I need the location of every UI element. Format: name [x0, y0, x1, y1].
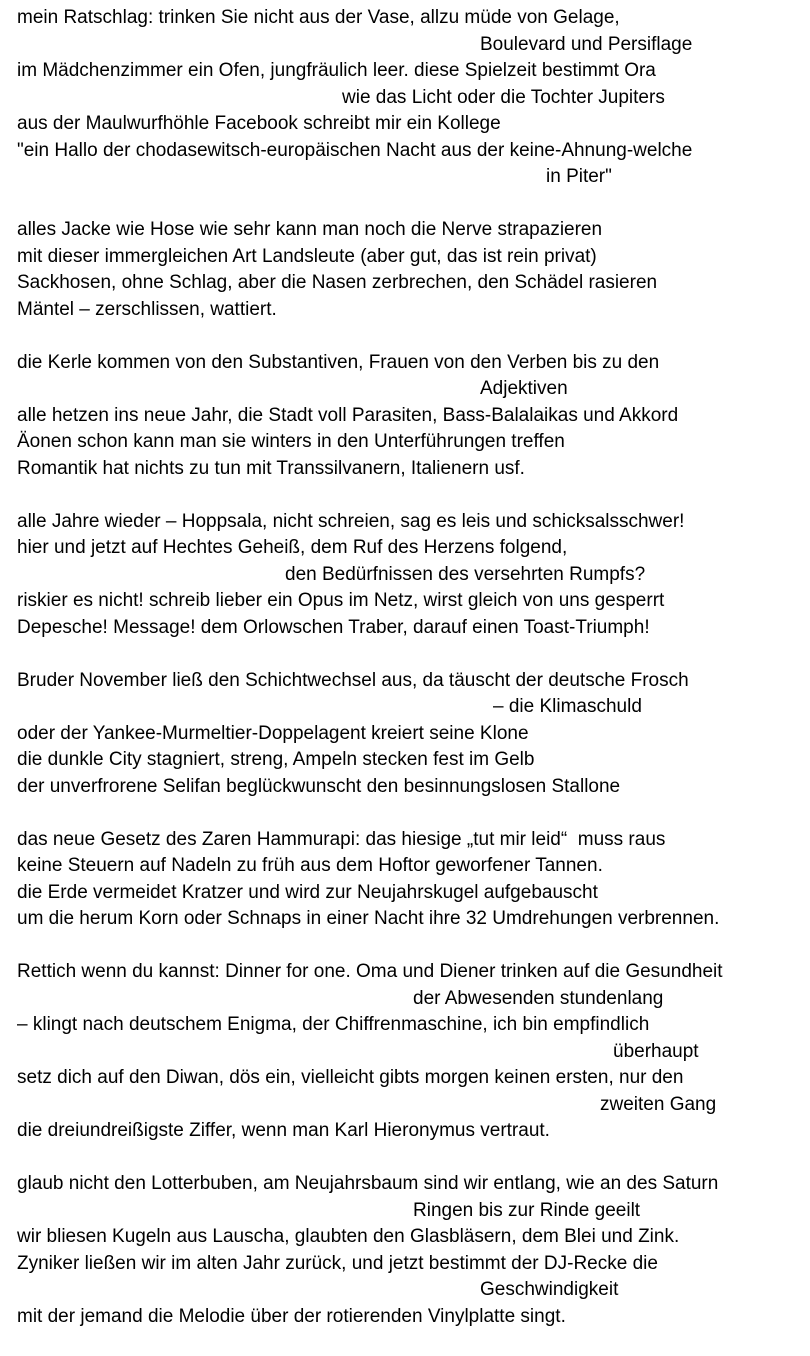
poem-line: Sackhosen, ohne Schlag, aber die Nasen zerbrechen, den Schädel rasieren [17, 272, 658, 293]
poem-line-continuation: – die Klimaschuld [493, 696, 642, 717]
poem-line: die dunkle City stagniert, streng, Ampeln stecken fest im Gelb [17, 749, 535, 770]
poem-line: Rettich wenn du kannst: Dinner for one. Oma und Diener trinken auf die Gesundheit [17, 961, 723, 982]
poem-line: Mäntel – zerschlissen, wattiert. [17, 298, 277, 320]
poem-stanza [17, 827, 810, 933]
stanza-gap [17, 641, 810, 668]
poem-line: oder der Yankee-Murmeltier-Doppelagent kreiert seine Klone [17, 722, 529, 744]
poem-line: die dreiundreißigste Ziffer, wenn man Karl Hieronymus vertraut. [17, 1120, 550, 1141]
poem-line: alles Jacke wie Hose wie sehr kann man noch die Nerve strapazieren [17, 219, 603, 240]
poem-line: die Kerle kommen von den Substantiven, Frauen von den Verben bis zu den [17, 351, 660, 373]
stanza-gap [17, 933, 810, 960]
poem-stanza [17, 959, 810, 1145]
poem-line-continuation: Geschwindigkeit [480, 1279, 619, 1300]
poem-line-continuation: wie das Licht oder die Tochter Jupiters [342, 86, 665, 108]
poem-line-continuation: überhaupt [613, 1040, 699, 1062]
stanza-gap [17, 191, 810, 218]
poem-line: setz dich auf den Diwan, dös ein, vielleicht gibts morgen keinen ersten, nur den [17, 1067, 684, 1088]
poem-stanza [17, 509, 810, 642]
poem-line-continuation: zweiten Gang [600, 1093, 717, 1115]
poem-line: – klingt nach deutschem Enigma, der Chiffrenmaschine, ich bin empfindlich [17, 1014, 650, 1035]
poem-line: Äonen schon kann man sie winters in den Unterführungen treffen [17, 431, 565, 452]
poem-line: wir bliesen Kugeln aus Lauscha, glaubten den Glasbläsern, dem Blei und Zink. [17, 1226, 680, 1247]
poem-stanza [17, 5, 810, 191]
poem-line: im Mädchenzimmer ein Ofen, jungfräulich leer. diese Spielzeit bestimmt Ora [17, 60, 656, 81]
poem-line: mit dieser immergleichen Art Landsleute (aber gut, das ist rein privat) [17, 245, 597, 267]
poem-line: das neue Gesetz des Zaren Hammurapi: das hiesige „tut mir leid“ muss raus [17, 828, 666, 850]
poem-line: Bruder November ließ den Schichtwechsel aus, da täuscht der deutsche Frosch [17, 669, 689, 691]
stanza-gap [17, 482, 810, 509]
poem-line: riskier es nicht! schreib lieber ein Opus im Netz, wirst gleich von uns gesperrt [17, 590, 665, 611]
poem-line: alle hetzen ins neue Jahr, die Stadt voll Parasiten, Bass-Balalaikas und Akkord [17, 404, 679, 426]
poem-line-continuation: in Piter" [546, 166, 612, 187]
poem-line-continuation: Ringen bis zur Rinde geeilt [413, 1199, 641, 1221]
stanza-gap [17, 1145, 810, 1172]
poem-line: aus der Maulwurfhöhle Facebook schreibt mir ein Kollege [17, 113, 501, 134]
poem-stanza [17, 1171, 810, 1330]
poem-line: keine Steuern auf Nadeln zu früh aus dem Hoftor geworfener Tannen. [17, 855, 603, 876]
poem-line-continuation: Adjektiven [480, 378, 568, 399]
poem-line: der unverfrorene Selifan beglückwunscht den besinnungslosen Stallone [17, 775, 621, 797]
poem-line: "ein Hallo der chodasewitsch-europäischen Nacht aus der keine-Ahnung-welche [17, 139, 693, 161]
poem-line: mit der jemand die Melodie über der rotierenden Vinylplatte singt. [17, 1305, 566, 1327]
poem-line: alle Jahre wieder – Hoppsala, nicht schreien, sag es leis und schicksalsschwer! [17, 510, 685, 532]
poem-line-continuation: Boulevard und Persiflage [480, 33, 693, 55]
poem-line: Zyniker ließen wir im alten Jahr zurück, und jetzt bestimmt der DJ-Recke die [17, 1252, 658, 1274]
poem-line-continuation: der Abwesenden stundenlang [413, 987, 664, 1009]
poem-stanza [17, 350, 810, 483]
poem-line: hier und jetzt auf Hechtes Geheiß, dem Ruf des Herzens folgend, [17, 537, 568, 558]
poem-stanza [17, 668, 810, 801]
stanza-gap [17, 800, 810, 827]
poem-line: mein Ratschlag: trinken Sie nicht aus der Vase, allzu müde von Gelage, [17, 7, 620, 28]
poem-stanza [17, 217, 810, 323]
poem-line: glaub nicht den Lotterbuben, am Neujahrsbaum sind wir entlang, wie an des Saturn [17, 1173, 719, 1194]
poem-line: die Erde vermeidet Kratzer und wird zur Neujahrskugel aufgebauscht [17, 881, 598, 903]
poem-line: Depesche! Message! dem Orlowschen Traber, darauf einen Toast-Triumph! [17, 616, 650, 638]
poem-line-continuation: den Bedürfnissen des versehrten Rumpfs? [285, 563, 646, 585]
poem-line: Romantik hat nichts zu tun mit Transsilvanern, Italienern usf. [17, 457, 525, 479]
stanza-gap [17, 323, 810, 350]
poem-line: um die herum Korn oder Schnaps in einer Nacht ihre 32 Umdrehungen verbrennen. [17, 908, 720, 929]
